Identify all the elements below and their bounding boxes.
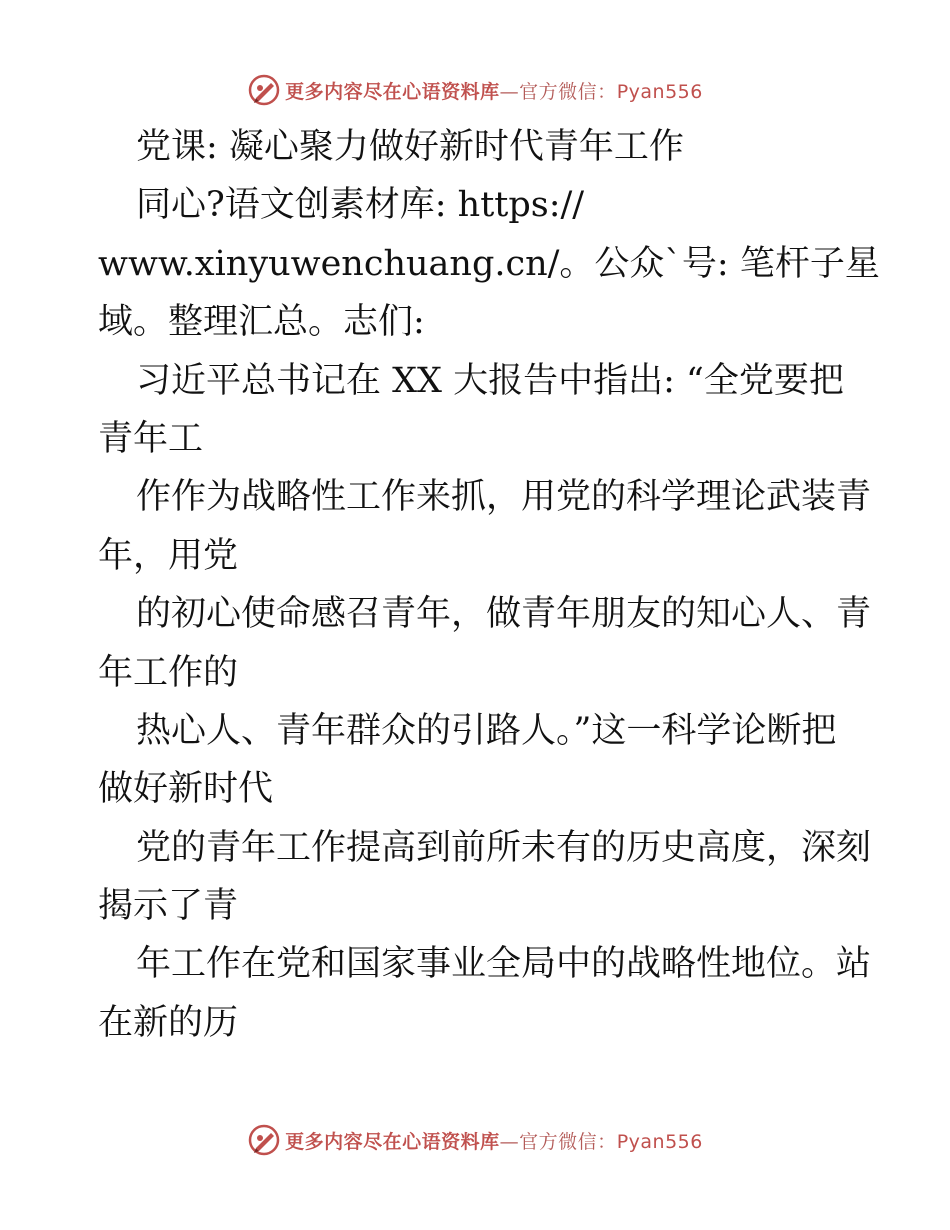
text-line: 党的青年工作提高到前所未有的历史高度，深刻 (136, 827, 872, 868)
watermark-text: 更多内容尽在心语资料库—官方微信：Pyan556 (285, 80, 703, 103)
text-line: 的初心使命感召青年，做青年朋友的知心人、青 (136, 594, 872, 635)
text-line: www.xinyuwenchuang.cn/。公众`号: 笔杆子星 (98, 243, 880, 284)
text-line: 年，用党 (98, 535, 239, 576)
text-line: 域。整理汇总。志们: (98, 302, 425, 343)
footer-watermark (0, 1120, 950, 1160)
text-line: 揭示了青 (98, 886, 239, 927)
text-line: 年工作在党和国家事业全局中的战略性地位。站 (136, 944, 872, 985)
text-line: 党课: 凝心聚力做好新时代青年工作 (136, 127, 684, 167)
watermark-text: 更多内容尽在心语资料库—官方微信：Pyan556 (285, 1130, 703, 1153)
document-body (98, 118, 880, 1052)
header-watermark (0, 70, 950, 110)
text-line: 热心人、青年群众的引路人。”这一科学论断把 (136, 710, 837, 751)
pen-logo-icon (247, 1123, 281, 1157)
text-line: 作作为战略性工作来抓，用党的科学理论武装青 (136, 477, 872, 518)
text-line: 青年工 (98, 418, 204, 459)
pen-logo-icon (247, 73, 281, 107)
text-line: 做好新时代 (98, 769, 274, 810)
text-line: 在新的历 (98, 1002, 239, 1043)
text-line: 习近平总书记在 XX 大报告中指出: “全党要把 (136, 360, 844, 401)
text-line: 年工作的 (98, 652, 239, 693)
text-line: 同心?语文创素材库: https:// (136, 185, 585, 226)
